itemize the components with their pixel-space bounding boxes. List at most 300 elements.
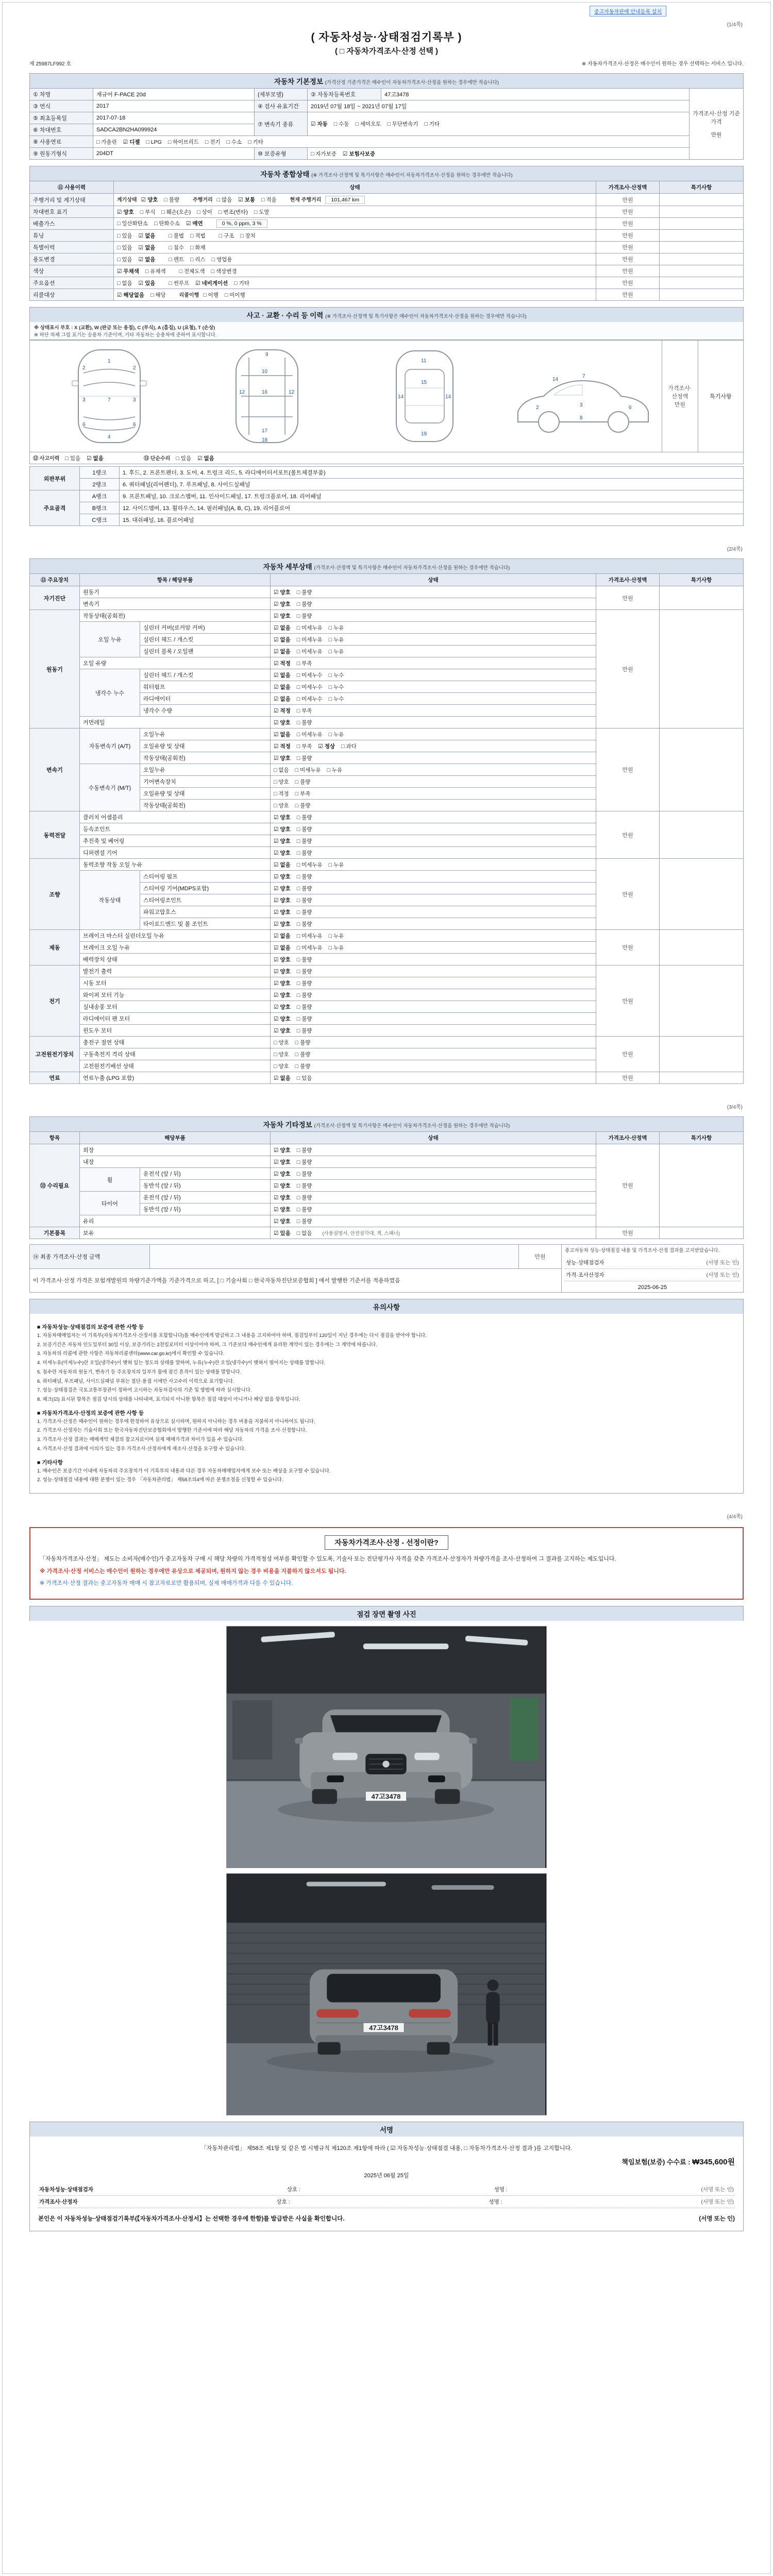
check-option[interactable]: □ 미세누유 (295, 767, 321, 773)
inline-label: 현재 주행거리 (290, 197, 322, 203)
note-cell (660, 253, 744, 265)
checked-box-icon: ☑ (274, 1171, 279, 1177)
item-label: 디퍼렌셜 기어 (80, 847, 271, 859)
table-row (30, 206, 744, 218)
check-option[interactable]: ☑ 양호 (274, 885, 291, 892)
device-group-label: 고전원전기장치 (30, 1037, 80, 1072)
check-option[interactable]: ☑ 없음 (138, 244, 156, 251)
pricing-info-red-note: ※ 가격조사·산정 서비스는 매수인이 원하는 경우에만 유상으로 제공되며, 원하지 않는 경우 비용을 지불하지 않으셔도 됩니다. (40, 1568, 346, 1574)
check-option[interactable]: □ 불량 (296, 921, 312, 927)
check-option[interactable]: □ 불량 (296, 897, 312, 904)
other-info-table (29, 1131, 744, 1239)
check-option[interactable]: □ 없음 (274, 767, 289, 773)
check-option[interactable]: ☑ 양호 (274, 921, 291, 927)
check-option[interactable]: □ 불량 (296, 968, 312, 975)
check-option[interactable]: □ 자가보증 (311, 150, 337, 157)
check-option[interactable]: □ 있음 (65, 455, 81, 462)
check-option[interactable]: ☑ 있음 (138, 280, 156, 286)
check-option[interactable]: □ 도말 (254, 209, 270, 215)
check-option[interactable]: ☑ 양호 (274, 755, 291, 761)
empty-box-icon: □ (296, 1182, 300, 1189)
checked-box-icon: ☑ (274, 885, 279, 892)
checked-box-icon: ☑ (274, 921, 279, 927)
check-option[interactable]: ☑ 무채색 (117, 268, 139, 275)
car-diagram-side (505, 345, 660, 448)
empty-box-icon: □ (296, 921, 300, 927)
check-option[interactable]: □ 부족 (296, 660, 312, 667)
check-option[interactable]: □ 부족 (296, 707, 312, 714)
sub-group-label: 타이어 (80, 1192, 140, 1215)
price-cell: 만원 (596, 242, 660, 253)
table-row (30, 610, 744, 622)
buyer-confirm-text: 본인은 이 자동차성능·상태점검기록부(【자동차가격조사·산정서】는 선택한 경우에 한함)를 발급받은 사실을 확인합니다. (38, 2215, 345, 2222)
check-option[interactable]: □ 훼손(오손) (161, 209, 191, 215)
col-price: 가격조사·산정액 (596, 574, 660, 586)
check-option[interactable]: ☑ 양호 (274, 1159, 291, 1165)
checked-box-icon: ☑ (274, 1015, 279, 1022)
check-option[interactable]: □ 양호 (274, 802, 289, 809)
col-note: 특기사항 (660, 181, 744, 194)
check-option[interactable]: □ 불량 (296, 814, 312, 821)
checked-box-icon: ☑ (274, 636, 279, 643)
first-reg-label: ⑤ 최초등록일 (30, 112, 93, 124)
section-comp-sub: (※ 가격조사·산정액 및 특기사항은 매수인이 자동차가격조사·산정을 원하는 경우에만 적습니다) (311, 173, 513, 178)
empty-box-icon: □ (296, 861, 300, 868)
svg-text:17: 17 (262, 428, 268, 434)
check-option[interactable]: □ 세미오토 (355, 121, 381, 127)
check-option[interactable]: □ 미세누유 (296, 944, 323, 951)
check-option[interactable]: ☑ 없음 (274, 861, 291, 868)
check-option[interactable]: □ 불량 (296, 1218, 312, 1225)
check-option[interactable]: ☑ 양호 (274, 719, 291, 726)
empty-box-icon: □ (274, 1063, 277, 1070)
note-cell (660, 242, 744, 253)
check-option[interactable]: □ 불법 (169, 232, 184, 239)
svg-text:18: 18 (262, 437, 268, 443)
check-option[interactable]: □ 미세누유 (296, 933, 323, 939)
check-option[interactable]: □ 색상변경 (211, 268, 237, 275)
check-option[interactable]: ☑ 양호 (274, 1027, 291, 1034)
check-option[interactable]: ☑ 양호 (274, 1182, 291, 1189)
check-option[interactable]: □ 기타 (424, 121, 440, 127)
col-use-history: ⑪ 사용이력 (30, 181, 114, 194)
empty-box-icon: □ (226, 139, 230, 145)
sub-group-label: 자동변속기 (A/T) (80, 728, 140, 764)
check-option[interactable]: □ 불량 (296, 589, 312, 596)
empty-box-icon: □ (296, 1015, 300, 1022)
check-option[interactable]: ☑ 보험사보증 (342, 150, 376, 157)
check-option[interactable]: □ 양호 (274, 778, 289, 785)
device-group-label: 조향 (30, 859, 80, 930)
check-option[interactable]: □ 가솔린 (96, 139, 117, 145)
check-option[interactable]: □ 기타 (234, 280, 249, 286)
check-option[interactable]: □ 불량 (296, 613, 312, 619)
check-option[interactable]: ☑ 없음 (138, 256, 156, 263)
appraiser-sign-area[interactable]: (서명 또는 인) (701, 2198, 734, 2205)
check-option[interactable]: □ 일산화탄소 (117, 221, 148, 227)
check-option[interactable]: ☑ 자동 (311, 121, 328, 127)
check-option[interactable]: □ 누수 (328, 672, 344, 679)
check-option[interactable]: □ 불량 (296, 850, 312, 856)
check-option[interactable]: □ 있음 (117, 244, 132, 251)
empty-box-icon: □ (296, 933, 300, 939)
check-option[interactable]: □ 썬루프 (169, 280, 190, 286)
empty-box-icon: □ (296, 944, 300, 951)
check-option[interactable]: □ 불량 (296, 980, 312, 987)
check-option[interactable]: □ 양호 (274, 1051, 289, 1058)
svg-text:14: 14 (445, 394, 451, 400)
section-accident-title: 사고 · 교환 · 수리 등 이력 (246, 312, 324, 319)
check-option[interactable]: □ 있음 (117, 232, 132, 239)
empty-box-icon: □ (295, 767, 298, 773)
check-option[interactable]: □ 불량 (296, 1004, 312, 1010)
transmission-options (308, 112, 690, 136)
check-option[interactable]: □ 전체도색 (179, 268, 205, 275)
check-option[interactable]: □ 구조 (219, 232, 234, 239)
appraiser-sign-row (38, 2196, 735, 2208)
table-row (30, 1144, 744, 1156)
item-label: 스티어링 기어(MDPS포함) (140, 883, 271, 894)
check-option[interactable]: □ 누유 (328, 731, 344, 738)
check-option[interactable]: ☑ 없음 (197, 455, 214, 462)
check-option[interactable]: □ 이행 (203, 292, 219, 298)
check-option[interactable]: □ 불량 (296, 838, 312, 844)
col-note: 특기사항 (660, 1132, 744, 1144)
check-option[interactable]: □ 누유 (328, 933, 344, 939)
check-option[interactable]: □ 누유 (328, 636, 344, 643)
check-option[interactable]: ☑ 적정 (274, 707, 291, 714)
check-option[interactable]: □ 적음 (261, 197, 277, 203)
check-option[interactable]: □ 미세누유 (296, 624, 323, 631)
item-label: 동반석 (앞 / 뒤) (140, 1180, 271, 1192)
table-row (30, 728, 744, 740)
check-option[interactable]: ☑ 없음 (274, 1075, 291, 1081)
check-option[interactable]: □ 미세누유 (296, 636, 323, 643)
check-option[interactable]: □ 수소 (226, 139, 242, 145)
check-option[interactable]: □ 미세누유 (296, 731, 323, 738)
check-option[interactable]: ☑ 디젤 (123, 139, 140, 145)
section-sign-title: 서명 (379, 2126, 394, 2134)
check-option[interactable]: □ 변조(변타) (218, 209, 248, 215)
item-label: 오일누유 (140, 728, 271, 740)
insurance-fee-value: ₩345,600원 (692, 2157, 735, 2166)
check-option[interactable]: ☑ 양호 (274, 1015, 291, 1022)
item-label: 실린더 블록 / 오일팬 (140, 646, 271, 657)
check-option[interactable]: □ 누유 (327, 767, 343, 773)
check-option[interactable]: ☑ 해당없음 (117, 292, 144, 298)
check-option[interactable]: □ 침수 (169, 244, 184, 251)
check-option[interactable]: □ 불량 (296, 1159, 312, 1165)
checked-box-icon: ☑ (274, 731, 279, 738)
check-option[interactable]: □ 미세누수 (296, 672, 323, 679)
clause: 3. 가격조사·산정 결과는 매매계약 체결의 참고자료이며 실제 매매가격과 차이가 있을 수 있습니다. (37, 1437, 244, 1443)
check-option[interactable]: □ 영업용 (211, 256, 232, 263)
check-option[interactable]: □ 리스 (190, 256, 206, 263)
empty-box-icon: □ (140, 209, 144, 215)
empty-box-icon: □ (216, 197, 220, 203)
check-option[interactable]: ☑ 양호 (274, 814, 291, 821)
page-marker-2: (2/4쪽) (727, 547, 743, 552)
check-option[interactable]: ☑ 없음 (274, 696, 291, 702)
check-option[interactable]: □ 양호 (274, 1039, 289, 1046)
empty-box-icon: □ (328, 933, 332, 939)
checked-box-icon: ☑ (186, 221, 191, 227)
accident-price-unit: 만원 (674, 402, 685, 408)
accident-diagram-table (29, 340, 744, 464)
checked-box-icon: ☑ (274, 814, 279, 821)
check-option[interactable]: ☑ 적정 (274, 743, 291, 750)
device-group-label: 전기 (30, 965, 80, 1037)
check-option[interactable]: □ 누유 (328, 861, 344, 868)
section-accident-sub: (※ 가격조사·산정액 및 특기사항은 매수인이 자동차가격조사·산정을 원하는 경우에만 적습니다) (325, 314, 527, 319)
check-option[interactable]: ☑ 없음 (274, 731, 291, 738)
check-option[interactable]: □ 있음 (176, 455, 192, 462)
check-option[interactable]: □ 탄화수소 (154, 221, 180, 227)
empty-box-icon: □ (211, 268, 214, 275)
check-option[interactable]: ☑ 양호 (274, 613, 291, 619)
check-option[interactable]: ☑ 양호 (274, 1206, 291, 1213)
check-option[interactable]: □ 부족 (295, 790, 311, 797)
check-option[interactable]: □ 있음 (296, 1075, 312, 1081)
check-option[interactable]: □ 누유 (328, 624, 344, 631)
check-option[interactable]: ☑ 양호 (274, 1194, 291, 1201)
check-option[interactable]: ☑ 양호 (274, 968, 291, 975)
check-option[interactable]: □ 불량 (296, 1171, 312, 1177)
empty-box-icon: □ (274, 1051, 277, 1058)
base-price-unit: 만원 (711, 132, 722, 138)
check-option[interactable]: □ 상이 (197, 209, 212, 215)
check-option[interactable]: □ 해당 (150, 292, 166, 298)
empty-box-icon: □ (296, 672, 300, 679)
check-option[interactable]: □ 누유 (328, 648, 344, 655)
checked-box-icon: ☑ (141, 197, 146, 203)
check-option[interactable]: □ 전기 (205, 139, 221, 145)
check-option[interactable]: ☑ 정상 (318, 743, 335, 750)
check-option[interactable]: ☑ 양호 (141, 197, 158, 203)
check-option[interactable]: □ 불량 (295, 1063, 311, 1070)
checked-box-icon: ☑ (274, 707, 279, 714)
check-option[interactable]: □ 불량 (296, 1027, 312, 1034)
check-option[interactable]: ☑ 없음 (274, 624, 291, 631)
check-option[interactable]: □ 불량 (296, 826, 312, 833)
vin-label: ⑥ 차대번호 (30, 124, 93, 136)
check-option[interactable]: ☑ 양호 (274, 850, 291, 856)
checked-box-icon: ☑ (123, 139, 128, 145)
check-option[interactable]: ☑ 없음 (274, 944, 291, 951)
check-option[interactable]: □ 무단변속기 (387, 121, 418, 127)
check-option[interactable]: □ 불량 (296, 601, 312, 607)
check-option[interactable]: ☑ 양호 (274, 992, 291, 998)
check-option[interactable]: ☑ 없음 (274, 933, 291, 939)
rank-items: 1. 후드, 2. 프론트펜더, 3. 도어, 4. 트렁크 리드, 5. 라디에이터서포트(볼트체결부품) (120, 467, 744, 479)
clause: 4. 미세누유(미세누수)란 오일(냉각수)이 맺혀 있는 정도의 상태를 말하며, 누유(누수)란 오일(냉각수)이 맺혀서 떨어지는 상태를 말합니다. (37, 1360, 326, 1366)
accident-history-label: ⑫ 사고이력 (33, 456, 60, 462)
check-option[interactable]: □ 불량 (296, 956, 312, 963)
empty-box-icon: □ (424, 121, 428, 127)
check-option[interactable]: ☑ 양호 (274, 1147, 291, 1154)
empty-box-icon: □ (274, 802, 277, 809)
warranty-options (308, 148, 690, 160)
table-row (30, 218, 744, 230)
check-option[interactable]: □ 누수 (328, 684, 344, 690)
check-option[interactable]: ☑ 양호 (117, 209, 134, 215)
check-option[interactable]: □ 누유 (328, 944, 344, 951)
check-option[interactable]: ☑ 양호 (274, 980, 291, 987)
check-option[interactable]: □ 불량 (296, 909, 312, 916)
check-option[interactable]: ☑ 양호 (274, 909, 291, 916)
check-option[interactable]: □ 미세누유 (296, 861, 323, 868)
check-option[interactable]: ☑ 있음 (274, 1230, 291, 1236)
empty-box-icon: □ (333, 121, 338, 127)
check-option[interactable]: □ 양호 (274, 1063, 289, 1070)
car-diagram-frame-top (347, 345, 502, 448)
check-option[interactable]: □ 미이행 (224, 292, 245, 298)
check-option[interactable]: ☑ 없음 (274, 648, 291, 655)
check-option[interactable]: □ 불량 (296, 992, 312, 998)
check-option[interactable]: □ 불량 (295, 778, 311, 785)
checked-box-icon: ☑ (318, 743, 323, 750)
col-item: 항목 / 해당부품 (80, 574, 271, 586)
check-option[interactable]: □ 없음 (117, 280, 132, 286)
empty-box-icon: □ (295, 790, 298, 797)
check-option[interactable]: □ 불량 (296, 1015, 312, 1022)
check-option[interactable]: ☑ 없음 (274, 636, 291, 643)
check-option[interactable]: □ 부족 (296, 743, 312, 750)
year-label: ③ 연식 (30, 100, 93, 112)
rank-items: 15. 대쉬패널, 16. 플로어패널 (120, 514, 744, 526)
check-option[interactable]: □ 불량 (296, 1206, 312, 1213)
empty-box-icon: □ (205, 139, 209, 145)
basic-info-table (29, 88, 744, 160)
note-cell (660, 218, 744, 230)
check-option[interactable]: □ 기타 (248, 139, 263, 145)
check-option[interactable]: □ 과다 (341, 743, 357, 750)
top-link[interactable]: 중고자동차판매 안내등록 설치 (590, 6, 666, 16)
check-option[interactable]: ☑ 네비게이션 (195, 280, 228, 286)
check-option[interactable]: ☑ 양호 (274, 873, 291, 880)
checked-box-icon: ☑ (138, 232, 144, 239)
check-option[interactable]: □ 불량 (295, 1051, 311, 1058)
svg-text:7: 7 (108, 397, 111, 403)
empty-box-icon: □ (219, 232, 222, 239)
empty-box-icon: □ (161, 209, 165, 215)
check-option[interactable]: □ 유채색 (145, 268, 166, 275)
check-option[interactable]: □ 불량 (164, 197, 179, 203)
check-option[interactable]: ☑ 양호 (274, 897, 291, 904)
checked-box-icon: ☑ (274, 1206, 279, 1213)
svg-text:8: 8 (580, 415, 583, 421)
check-option[interactable]: □ LPG (146, 139, 162, 145)
check-option[interactable]: ☑ 양호 (274, 1171, 291, 1177)
device-group-label: 기본품목 (30, 1227, 80, 1239)
check-option[interactable]: □ 있음 (117, 256, 132, 263)
license-plate-front: 47고3478 (371, 1792, 401, 1801)
item-label: 보유 (80, 1227, 271, 1239)
vin-value: SADCA2BN2HA099924 (93, 124, 255, 136)
empty-box-icon: □ (169, 256, 172, 263)
check-option[interactable]: □ 미세누수 (296, 696, 323, 702)
item-label: 클러치 어셈블리 (80, 811, 271, 823)
check-option[interactable]: □ 부식 (140, 209, 156, 215)
empty-box-icon: □ (197, 209, 200, 215)
final-roles-box (562, 1245, 744, 1293)
check-option[interactable]: □ 적법 (190, 232, 206, 239)
inspector-sign-hint: (서명 또는 인) (706, 1260, 739, 1266)
check-option[interactable]: □ 없음 (296, 1230, 312, 1236)
check-option[interactable]: ☑ 없음 (274, 684, 291, 690)
empty-box-icon: □ (296, 624, 300, 631)
check-option[interactable]: ☑ 양호 (274, 589, 291, 596)
checked-box-icon: ☑ (274, 696, 279, 702)
first-reg-value: 2017-07-18 (93, 112, 255, 124)
check-option[interactable]: ☑ 매연 (186, 221, 203, 227)
check-option[interactable]: ☑ 없음 (274, 672, 291, 679)
check-option[interactable]: ☑ 양호 (274, 838, 291, 844)
check-option[interactable]: □ 불량 (296, 755, 312, 761)
empty-box-icon: □ (296, 980, 300, 987)
checked-box-icon: ☑ (274, 873, 279, 880)
check-option[interactable]: ☑ 양호 (274, 1218, 291, 1225)
submodel-label: (세부모델) (255, 89, 308, 100)
empty-box-icon: □ (203, 292, 207, 298)
check-option[interactable]: □ 화재 (190, 244, 206, 251)
check-option[interactable]: □ 렌트 (169, 256, 184, 263)
table-row (30, 930, 744, 942)
check-option[interactable]: □ 불량 (295, 1039, 311, 1046)
empty-box-icon: □ (167, 139, 172, 145)
check-option[interactable]: □ 미세누수 (296, 684, 323, 690)
check-option[interactable]: □ 불량 (296, 873, 312, 880)
check-option[interactable]: ☑ 적정 (274, 660, 291, 667)
svg-text:3: 3 (580, 402, 583, 408)
check-option[interactable]: ☑ 없음 (87, 455, 104, 462)
check-option[interactable]: □ 하이브리드 (167, 139, 199, 145)
svg-text:2: 2 (82, 365, 86, 371)
final-price-label: ⑭ 최종 가격조사·산정 금액 (30, 1245, 150, 1269)
check-option[interactable]: □ 장치 (240, 232, 256, 239)
check-option[interactable]: ☑ 양호 (274, 826, 291, 833)
check-option[interactable]: □ 불량 (295, 802, 311, 809)
check-option[interactable]: □ 불량 (296, 719, 312, 726)
check-option[interactable]: □ 미세누유 (296, 648, 323, 655)
check-option[interactable]: □ 누수 (328, 696, 344, 702)
check-option[interactable]: □ 수동 (333, 121, 349, 127)
check-option[interactable]: □ 많음 (216, 197, 232, 203)
reg-no-value: 47고3478 (381, 89, 690, 100)
check-option[interactable]: ☑ 없음 (138, 232, 156, 239)
device-group-label: 자기진단 (30, 586, 80, 610)
price-cell: 만원 (596, 1037, 660, 1072)
item-label: 실린더 헤드 / 개스킷 (140, 669, 271, 681)
check-option[interactable]: □ 불량 (296, 1182, 312, 1189)
check-option[interactable]: ☑ 양호 (274, 956, 291, 963)
checked-box-icon: ☑ (87, 455, 92, 462)
section-detail-sub: (가격조사·산정액 및 특기사항은 매수인이 자동차가격조사·산정을 원하는 경우에만 적습니다) (314, 565, 510, 571)
buyer-sign-area[interactable]: (서명 또는 인) (699, 2215, 735, 2222)
check-option[interactable]: □ 불량 (296, 1147, 312, 1154)
checked-box-icon: ☑ (274, 613, 279, 619)
checked-box-icon: ☑ (274, 1159, 279, 1165)
empty-box-icon: □ (296, 696, 300, 702)
check-option[interactable]: □ 적정 (274, 790, 289, 797)
check-option[interactable]: ☑ 양호 (274, 1004, 291, 1010)
check-option[interactable]: ☑ 보통 (238, 197, 255, 203)
check-option[interactable]: □ 불량 (296, 1194, 312, 1201)
check-option[interactable]: □ 불량 (296, 885, 312, 892)
check-option[interactable]: ☑ 양호 (274, 601, 291, 607)
inspector-sign-area[interactable]: (서명 또는 인) (701, 2186, 734, 2193)
empty-box-icon: □ (296, 731, 300, 738)
